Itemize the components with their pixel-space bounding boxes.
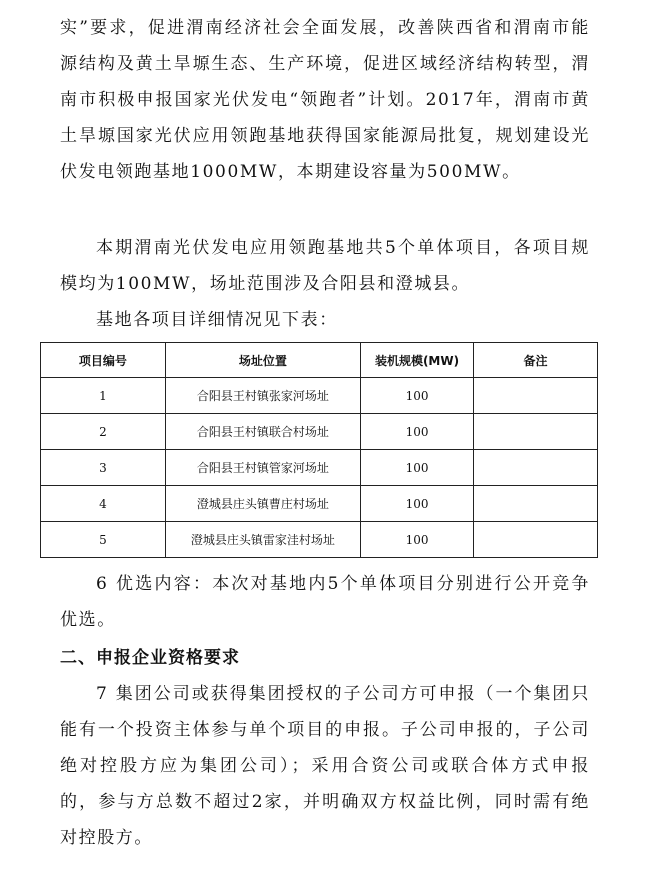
cell-site-location: 澄城县庄头镇曹庄村场址	[165, 486, 360, 522]
cell-project-number: 4	[41, 486, 166, 522]
paragraph-selection-content: 6 优选内容：本次对基地内5个单体项目分别进行公开竞争优选。	[60, 574, 590, 630]
cell-installed-capacity: 100	[360, 378, 473, 414]
table-intro-text: 基地各项目详细情况见下表：	[96, 310, 338, 330]
table-row	[41, 486, 598, 522]
cell-remarks	[474, 450, 598, 486]
cell-installed-capacity: 100	[360, 486, 473, 522]
cell-site-location: 澄城县庄头镇雷家洼村场址	[165, 522, 360, 558]
cell-site-location: 合阳县王村镇管家河场址	[165, 450, 360, 486]
table-row	[41, 522, 598, 558]
cell-remarks	[474, 486, 598, 522]
header-site-location: 场址位置	[165, 343, 360, 378]
table-row	[41, 450, 598, 486]
cell-project-number: 2	[41, 414, 166, 450]
paragraph-intro-continued: 实”要求，促进渭南经济社会全面发展，改善陕西省和渭南市能源结构及黄土旱塬生态、生产环境，促进区域经济结构转型，渭南市积极申报国家光伏发电“领跑者”计划。2017年，渭南市黄土旱塬国家光伏应用领跑基地获得国家能源局批复，规划建设光伏发电领跑基地1000MW，本期建设容量为500MW。	[60, 18, 590, 182]
cell-site-location: 合阳县王村镇联合村场址	[165, 414, 360, 450]
header-installed-capacity: 装机规模(MW)	[360, 343, 473, 378]
cell-site-location: 合阳县王村镇张家河场址	[165, 378, 360, 414]
cell-remarks	[474, 414, 598, 450]
cell-installed-capacity: 100	[360, 414, 473, 450]
cell-project-number: 3	[41, 450, 166, 486]
cell-project-number: 1	[41, 378, 166, 414]
cell-installed-capacity: 100	[360, 522, 473, 558]
table-header-row	[41, 343, 598, 378]
project-details-table	[40, 342, 598, 558]
table-row	[41, 414, 598, 450]
header-remarks: 备注	[474, 343, 598, 378]
table-row	[41, 378, 598, 414]
cell-remarks	[474, 378, 598, 414]
paragraph-qualification: 7 集团公司或获得集团授权的子公司方可申报（一个集团只能有一个投资主体参与单个项目的申报。子公司申报的，子公司绝对控股方应为集团公司）；采用合资公司或联合体方式申报的，参与方总数不超过2家，并明确双方权益比例，同时需有绝对控股方。	[60, 684, 590, 848]
cell-installed-capacity: 100	[360, 450, 473, 486]
cell-remarks	[474, 522, 598, 558]
paragraph-project-overview: 本期渭南光伏发电应用领跑基地共5个单体项目，各项目规模均为100MW，场址范围涉及合阳县和澄城县。	[60, 238, 590, 294]
section-heading: 二、申报企业资格要求	[60, 648, 240, 668]
header-project-number: 项目编号	[41, 343, 166, 378]
cell-project-number: 5	[41, 522, 166, 558]
